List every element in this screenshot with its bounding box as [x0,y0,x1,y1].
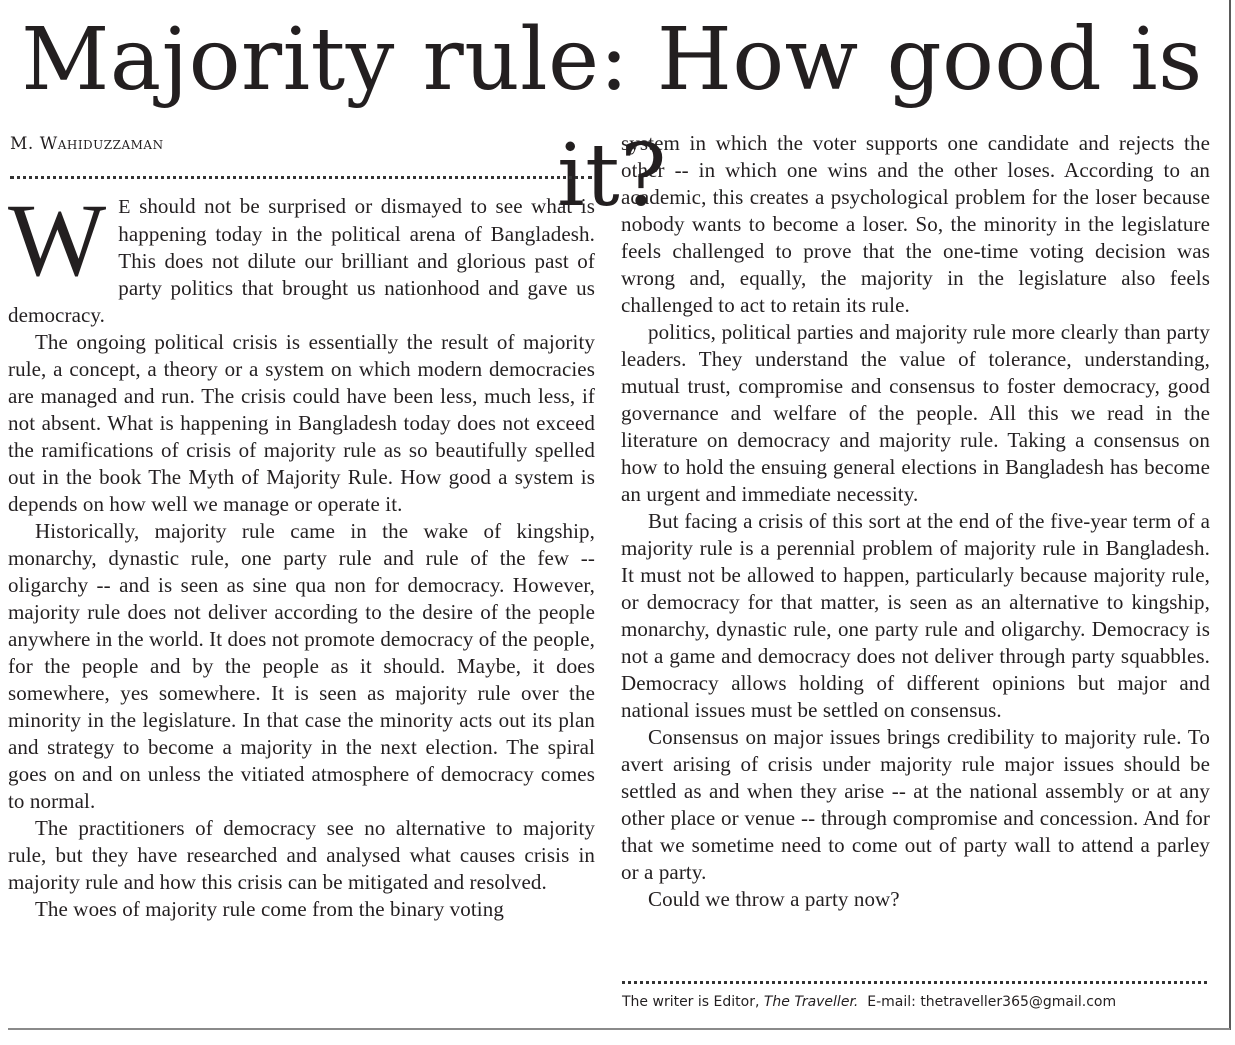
publication-name: The Traveller. [763,994,859,1010]
paragraph-2: The ongoing political crisis is essentially the result of majority rule, a concept, a theory or a system on which modern democracies are managed and run. The crisis could have been less, much less, if not absent. What is happening in Bangladesh today does not exceed the ramifications of crisis of majority rule as so beautifully spelled out in the book The Myth of Majority Rule. How good a system is depends on how well we manage or operate it. [8,330,595,516]
paragraph-1 [8,183,595,329]
byline: M. Wahiduzzaman [10,134,164,154]
paragraph-8: But facing a crisis of this sort at the end of the five-year term of a majority rule is a perennial problem of majority rule in Bangladesh. It must not be allowed to happen, particularly because majority rule, or democracy for that matter, is seen as an alternative to kingship, monarchy, dynastic rule, one party rule and oligarchy. Democracy is not a game and democracy does not deliver through party squabbles. Democracy allows holding of different opinions but major and national issues must be settled on consensus. [621,509,1210,722]
footer-dotted-divider [622,981,1207,984]
article-column-left [8,183,595,923]
paragraph-1-text: should not be surprised or dismayed to see what is happening today in the political arena of Bangladesh. This does not dilute our brilliant and glorious past of party politics that brought us nationhood and gave us democracy. [8,194,595,327]
author-email: E-mail: thetraveller365@gmail.com [858,994,1117,1010]
paragraph-3: Historically, majority rule came in the wake of kingship, monarchy, dynastic rule, one party rule and rule of the few -- oligarchy -- and is seen as sine qua non for democracy. However, majority rule does not deliver according to the desire of the people anywhere in the world. It does not promote democracy of the people, for the people and by the people as it should. Maybe, it does somewhere, yes somewhere. It is seen as majority rule over the minority in the legislature. In that case the minority acts out its plan and strategy to become a majority in the next election. The spiral goes on and on unless the vitiated atmosphere of democracy comes to normal. [8,519,595,813]
byline-dotted-divider [10,176,592,179]
author-note [622,992,1222,1012]
paragraph-9: Consensus on major issues brings credibility to majority rule. To avert arising of crisis under majority rule major issues should be settled as and when they arise -- at the national assembly or at any other place or venue -- through compromise and concession. And for that we sometime need to come out of party wall to attend a parley or a party. [621,725,1210,884]
right-border-rule [1229,0,1231,1030]
paragraph-6: system in which the voter supports one candidate and rejects the other -- in which one wins and the other loses. According to an academic, this creates a psychological problem for the loser because nobody wants to become a loser. So, the minority in the legislature feels challenged to prove that the one-time voting decision was wrong and, equally, the majority in the legislature also feels challenged to act to retain its rule. [621,131,1210,317]
first-word-rest: E [118,196,131,218]
paragraph-7: politics, political parties and majority rule more clearly than party leaders. They understand the value of tolerance, understanding, mutual trust, compromise and consensus to foster democracy, good governance and welfare of the people. All this we read in the literature on democracy and majority rule. Taking a consensus on how to hold the ensuing general elections in Bangladesh has become an urgent and immediate necessity. [621,320,1210,506]
headline: Majority rule: How good is it? [21,10,1203,226]
bottom-border-rule [8,1028,1230,1030]
author-note-prefix: The writer is Editor, [622,994,764,1010]
paragraph-5: The woes of majority rule come from the binary voting [35,897,504,921]
paragraph-4: The practitioners of democracy see no alternative to majority rule, but they have researched and analysed what causes crisis in majority rule and how this crisis can be mitigated and resolved. [8,816,595,894]
paragraph-10: Could we throw a party now? [648,887,900,911]
article-column-right [621,130,1210,913]
drop-cap: W [8,183,107,298]
